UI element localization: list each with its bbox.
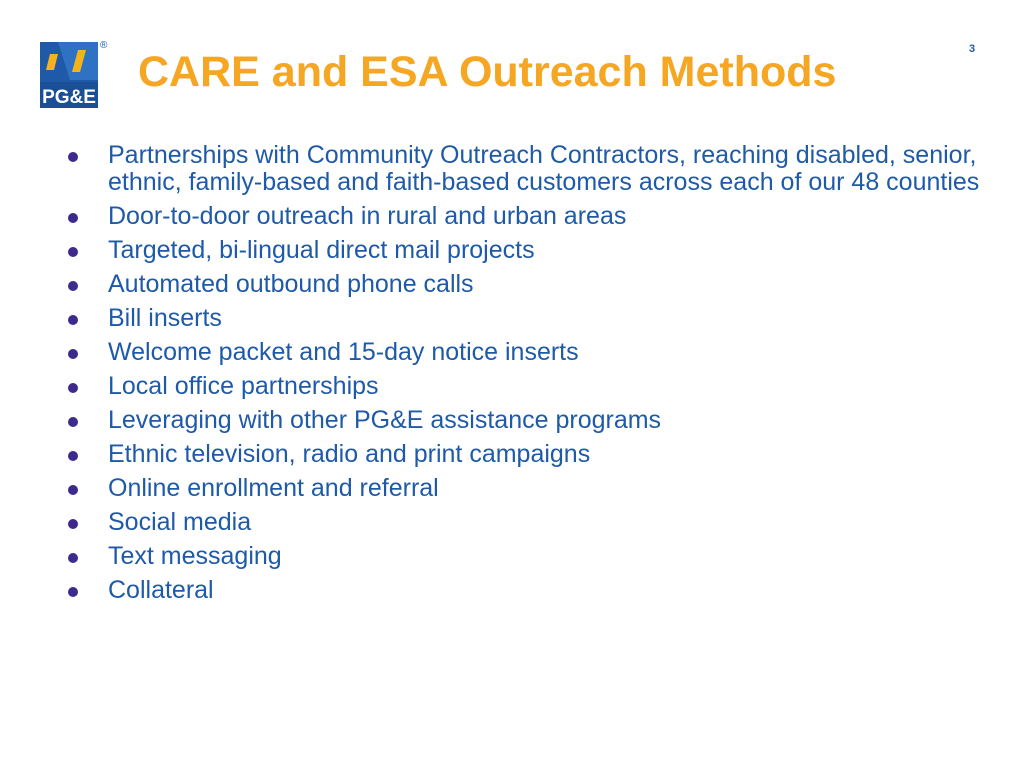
bullet-item (62, 509, 1012, 536)
page-number: 3 (969, 43, 976, 55)
bullet-dot-icon (68, 281, 78, 291)
bullet-dot-icon (68, 587, 78, 597)
bullet-item (62, 271, 1012, 298)
bullet-dot-icon (68, 485, 78, 495)
logo-text: PG&E (42, 87, 96, 108)
bullet-item (62, 543, 1012, 570)
bullet-dot-icon (68, 349, 78, 359)
bullet-dot-icon (68, 519, 78, 529)
bullet-text: Leveraging with other PG&E assistance programs (108, 406, 662, 434)
bullet-text: Partnerships with Community Outreach Contractors, reaching disabled, senior, ethnic, family-based and faith-based customers across each of our 48 counties (108, 141, 980, 196)
bullet-item (62, 577, 1012, 604)
page-title: CARE and ESA Outreach Methods (138, 48, 837, 96)
bullet-text: Door-to-door outreach in rural and urban areas (108, 202, 627, 230)
bullet-text: Welcome packet and 15-day notice inserts (108, 338, 579, 366)
bullet-dot-icon (68, 213, 78, 223)
pge-logo (40, 42, 98, 108)
bullet-dot-icon (68, 417, 78, 427)
bullet-item (62, 237, 1012, 264)
bullet-text: Social media (108, 508, 252, 536)
bullet-dot-icon (68, 451, 78, 461)
bullet-text: Automated outbound phone calls (108, 270, 474, 298)
bullet-text: Targeted, bi-lingual direct mail projects (108, 236, 535, 264)
bullet-item (62, 475, 1012, 502)
bullet-text: Online enrollment and referral (108, 474, 439, 502)
bullet-text: Text messaging (108, 542, 282, 570)
bullet-dot-icon (68, 247, 78, 257)
bullet-item (62, 441, 1012, 468)
bullet-item (62, 142, 1012, 196)
bullet-dot-icon (68, 383, 78, 393)
bullet-text: Ethnic television, radio and print campaigns (108, 440, 591, 468)
bullet-item (62, 339, 1012, 366)
bullet-dot-icon (68, 553, 78, 563)
bullet-text: Collateral (108, 576, 214, 604)
bullet-list (62, 142, 1012, 611)
registered-mark: ® (100, 40, 108, 51)
bullet-text: Local office partnerships (108, 372, 379, 400)
bullet-item (62, 305, 1012, 332)
bullet-dot-icon (68, 152, 78, 162)
bullet-text: Bill inserts (108, 304, 222, 332)
bullet-item (62, 407, 1012, 434)
bullet-dot-icon (68, 315, 78, 325)
bullet-item (62, 203, 1012, 230)
bullet-item (62, 373, 1012, 400)
